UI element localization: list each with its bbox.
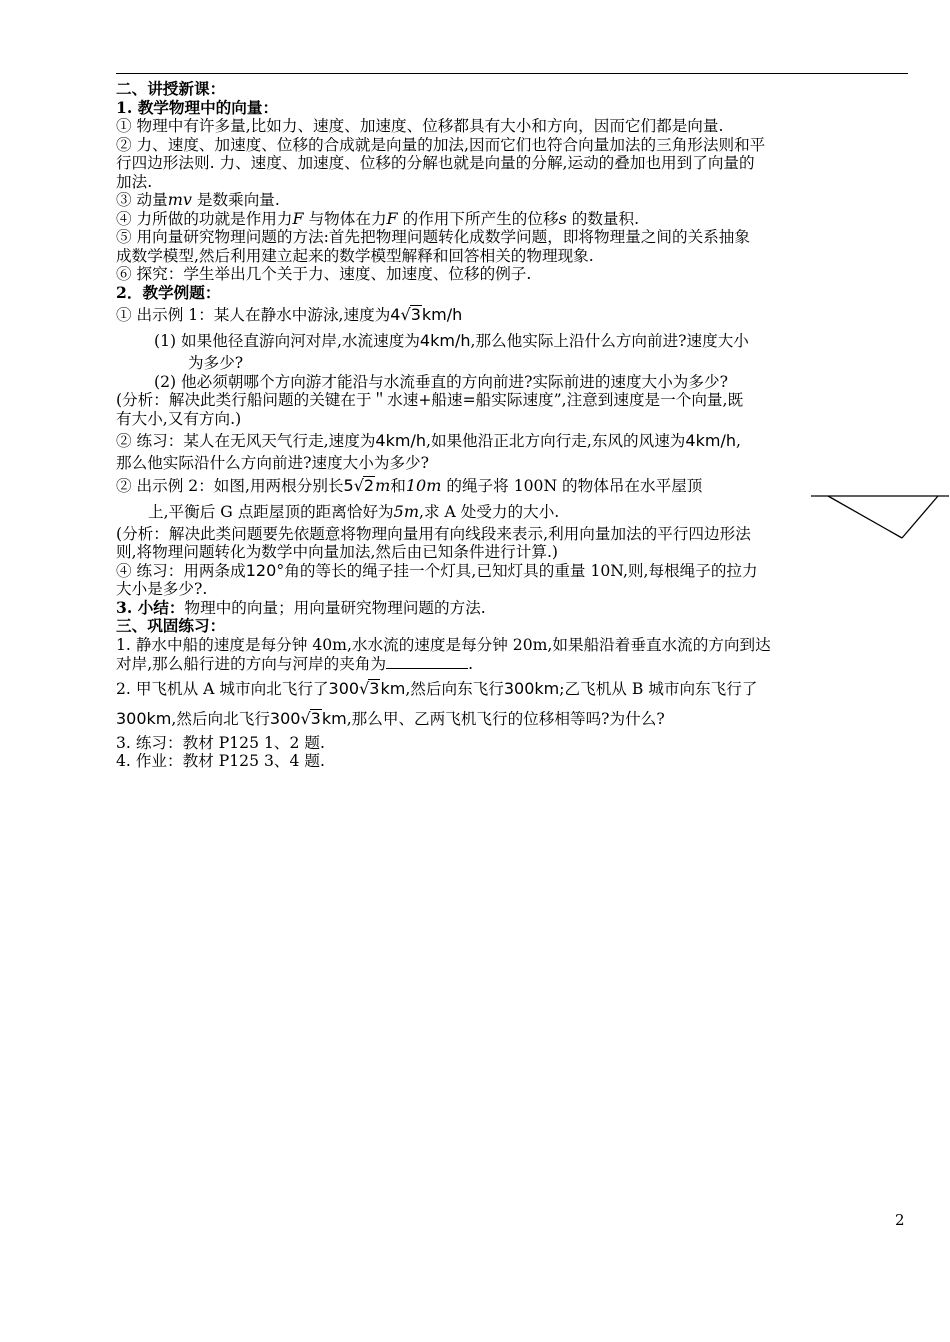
practice-1-walk-speed: 4km/h <box>375 431 426 450</box>
subheading-vectors-in-physics: 1. 教学物理中的向量： <box>116 97 279 117</box>
exercise-2-tail: ,那么甲、乙两飞机飞行的位移相等吗?为什么? <box>346 709 665 728</box>
displacement-symbol: s <box>558 208 567 228</box>
example-1-analysis-line-1: (分析：解决此类行船问题的关键在于＂水速+船速=船实际速度”,注意到速度是一个向量,既 <box>116 391 744 409</box>
subheading-examples: 2．教学例题： <box>116 282 221 302</box>
example-1-coefficient: 4 <box>390 305 401 324</box>
exercise-1-period: . <box>468 655 474 673</box>
example-2-tail: 的绳子将 100N 的物体吊在水平屋顶 <box>441 476 703 495</box>
example-1 <box>116 302 908 328</box>
section-heading-lecture: 二、讲授新课： <box>116 79 226 98</box>
exercise-2-coefficient-1: 300 <box>328 678 360 698</box>
force-symbol-2: F <box>386 208 398 228</box>
paragraph-1: ① 物理中有许多量,比如力、速度、加速度、位移都具有大小和方向，因而它们都是向量. <box>116 117 724 135</box>
example-1-q1-tail: ,那么他实际上沿什么方向前进?速度大小 <box>470 332 749 350</box>
exercise-4: 4. 作业：教材 P125 3、4 题. <box>116 752 325 770</box>
force-symbol: F <box>292 208 304 228</box>
practice-1-comma: , <box>735 432 741 450</box>
momentum-formula: mv <box>167 190 192 209</box>
example-2-line-2 <box>116 499 908 525</box>
example-1-analysis-line-2: 有大小,又有方向.) <box>116 409 242 428</box>
summary-heading: 3. 小结： <box>116 597 185 617</box>
exercise-2-unit-1: km <box>380 678 406 698</box>
practice-2-angle: 120° <box>245 560 285 580</box>
example-2-length-2: 10m <box>405 475 442 495</box>
practice-1 <box>116 428 908 454</box>
exercise-2-mid-2: ;乙飞机从 B 城市向东飞行了 <box>559 679 758 698</box>
example-1-text: ① 出示例 1：某人在静水中游泳,速度为 <box>116 306 391 324</box>
example-2-coefficient: 5 <box>343 475 354 495</box>
practice-2-line-2: 大小是多少?. <box>116 580 208 598</box>
rope-right <box>902 496 938 538</box>
paragraph-2 <box>116 136 908 192</box>
paragraph-2-line-3: 加法. <box>116 172 153 191</box>
practice-1-line-2: 那么他实际沿什么方向前进?速度大小为多少? <box>116 454 430 472</box>
exercise-2-distance-2: 300km <box>503 678 560 698</box>
section-heading-practice: 三、巩固练习： <box>116 616 226 635</box>
example-2-and: 和 <box>390 476 406 495</box>
example-2-analysis <box>116 525 908 562</box>
example-1-analysis <box>116 391 908 428</box>
example-1-q1-text: (1) 如果他径直游向河对岸,水流速度为 <box>154 332 420 350</box>
paragraph-4-mid: 与物体在力 <box>303 209 387 228</box>
practice-1-wind-speed: 4km/h <box>685 431 736 450</box>
answer-blank <box>386 654 468 669</box>
paragraph-2-line-1: ② 力、速度、加速度、位移的合成就是向量的加法,因而它们也符合向量加法的三角形法则和平 <box>116 135 766 154</box>
example-1-q1-speed: 4km/h <box>419 331 471 350</box>
example-2-line-2-tail: ,求 A 处受力的大小. <box>419 502 560 521</box>
exercise-2-mid-3: ,然后向北飞行 <box>171 709 270 728</box>
exercise-2-line-1 <box>116 674 908 704</box>
example-1-question-1 <box>116 328 908 354</box>
exercise-1-line-2 <box>116 654 908 674</box>
practice-2-text: ④ 练习：用两条成 <box>116 561 246 580</box>
example-2-unit-1: m <box>375 475 391 495</box>
example-2 <box>116 473 908 499</box>
rope-diagram-figure <box>810 494 950 542</box>
paragraph-6: ⑥ 探究：学生举出几个关于力、速度、加速度、位移的例子. <box>116 265 532 283</box>
exercise-2-unit-2: km <box>321 708 347 728</box>
example-2-analysis-line-1: (分析：解决此类问题要先依题意将物理向量用有向线段来表示,利用向量加法的平行四边形法 <box>116 524 751 543</box>
paragraph-3-tail: 是数乘向量. <box>191 191 280 209</box>
exercise-2-coefficient-2: 300 <box>269 708 301 728</box>
paragraph-4-tail: 的数量积. <box>566 209 640 228</box>
practice-1-mid: ,如果他沿正北方向行走,东风的风速为 <box>425 432 686 450</box>
example-2-distance: 5m <box>393 501 419 521</box>
header-rule <box>116 73 908 74</box>
exercise-2-line-2 <box>116 704 908 734</box>
paragraph-4-text: ④ 力所做的功就是作用力 <box>116 209 293 228</box>
sqrt-sign: √ <box>353 475 364 495</box>
exercise-3: 3. 练习：教材 P125 1、2 题. <box>116 733 325 752</box>
example-1-radicand: 3 <box>410 305 421 324</box>
exercise-2-text: 2. 甲飞机从 A 城市向北飞行了 <box>116 679 329 698</box>
example-2-radicand: 2 <box>363 475 375 495</box>
document-body <box>116 80 908 771</box>
example-1-question-2: (2) 他必须朝哪个方向游才能沿与水流垂直的方向前进?实际前进的速度大小为多少? <box>154 372 728 391</box>
exercise-2-mid-1: ,然后向东飞行 <box>405 679 504 698</box>
paragraph-5-line-1: ⑤ 用向量研究物理问题的方法:首先把物理问题转化成数学问题，即将物理量之间的关系抽象 <box>116 228 750 246</box>
practice-2 <box>116 562 908 581</box>
paragraph-3 <box>116 191 908 210</box>
sqrt-sign: √ <box>359 678 370 698</box>
example-2-analysis-line-2: 则,将物理问题转化为数学中向量加法,然后由已知条件进行计算.) <box>116 543 558 561</box>
paragraph-2-line-2: 行四边形法则. 力、速度、加速度、位移的分解也就是向量的分解,运动的叠加也用到了向量的 <box>116 154 755 172</box>
summary-text: 物理中的向量；用向量研究物理问题的方法. <box>184 598 486 617</box>
example-1-unit: km/h <box>421 305 463 324</box>
exercise-2-distance-3: 300km <box>116 708 172 728</box>
example-2-line-2-text: 上,平衡后 G 点距屋顶的距离恰好为 <box>148 502 394 521</box>
example-1-question-1-cont: 为多少? <box>188 354 244 372</box>
page-number: 2 <box>895 1211 905 1229</box>
paragraph-4 <box>116 210 908 229</box>
summary <box>116 599 908 618</box>
practice-1-text: ② 练习：某人在无风天气行走,速度为 <box>116 432 376 450</box>
sqrt-sign: √ <box>300 708 311 728</box>
paragraph-4-mid-2: 的作用下所产生的位移 <box>397 209 559 228</box>
paragraph-5-line-2: 成数学模型,然后利用建立起来的数学模型解释和回答相关的物理现象. <box>116 246 594 265</box>
exercise-2-radicand-2: 3 <box>310 708 321 728</box>
exercise-2-radicand-1: 3 <box>369 678 380 698</box>
practice-2-tail: 角的等长的绳子挂一个灯具,已知灯具的重量 10N,则,每根绳子的拉力 <box>284 561 758 580</box>
sqrt-sign: √ <box>400 305 411 324</box>
rope-left <box>828 496 902 538</box>
example-2-text: ② 出示例 2：如图,用两根分别长 <box>116 476 344 495</box>
exercise-1-line-1: 1. 静水中船的速度是每分钟 40m,水水流的速度是每分钟 20m,如果船沿着垂直水流的方向到达 <box>116 635 771 654</box>
paragraph-5 <box>116 228 908 265</box>
exercise-1-text: 对岸,那么船行进的方向与河岸的夹角为 <box>116 655 387 673</box>
paragraph-3-text: ③ 动量 <box>116 191 168 209</box>
